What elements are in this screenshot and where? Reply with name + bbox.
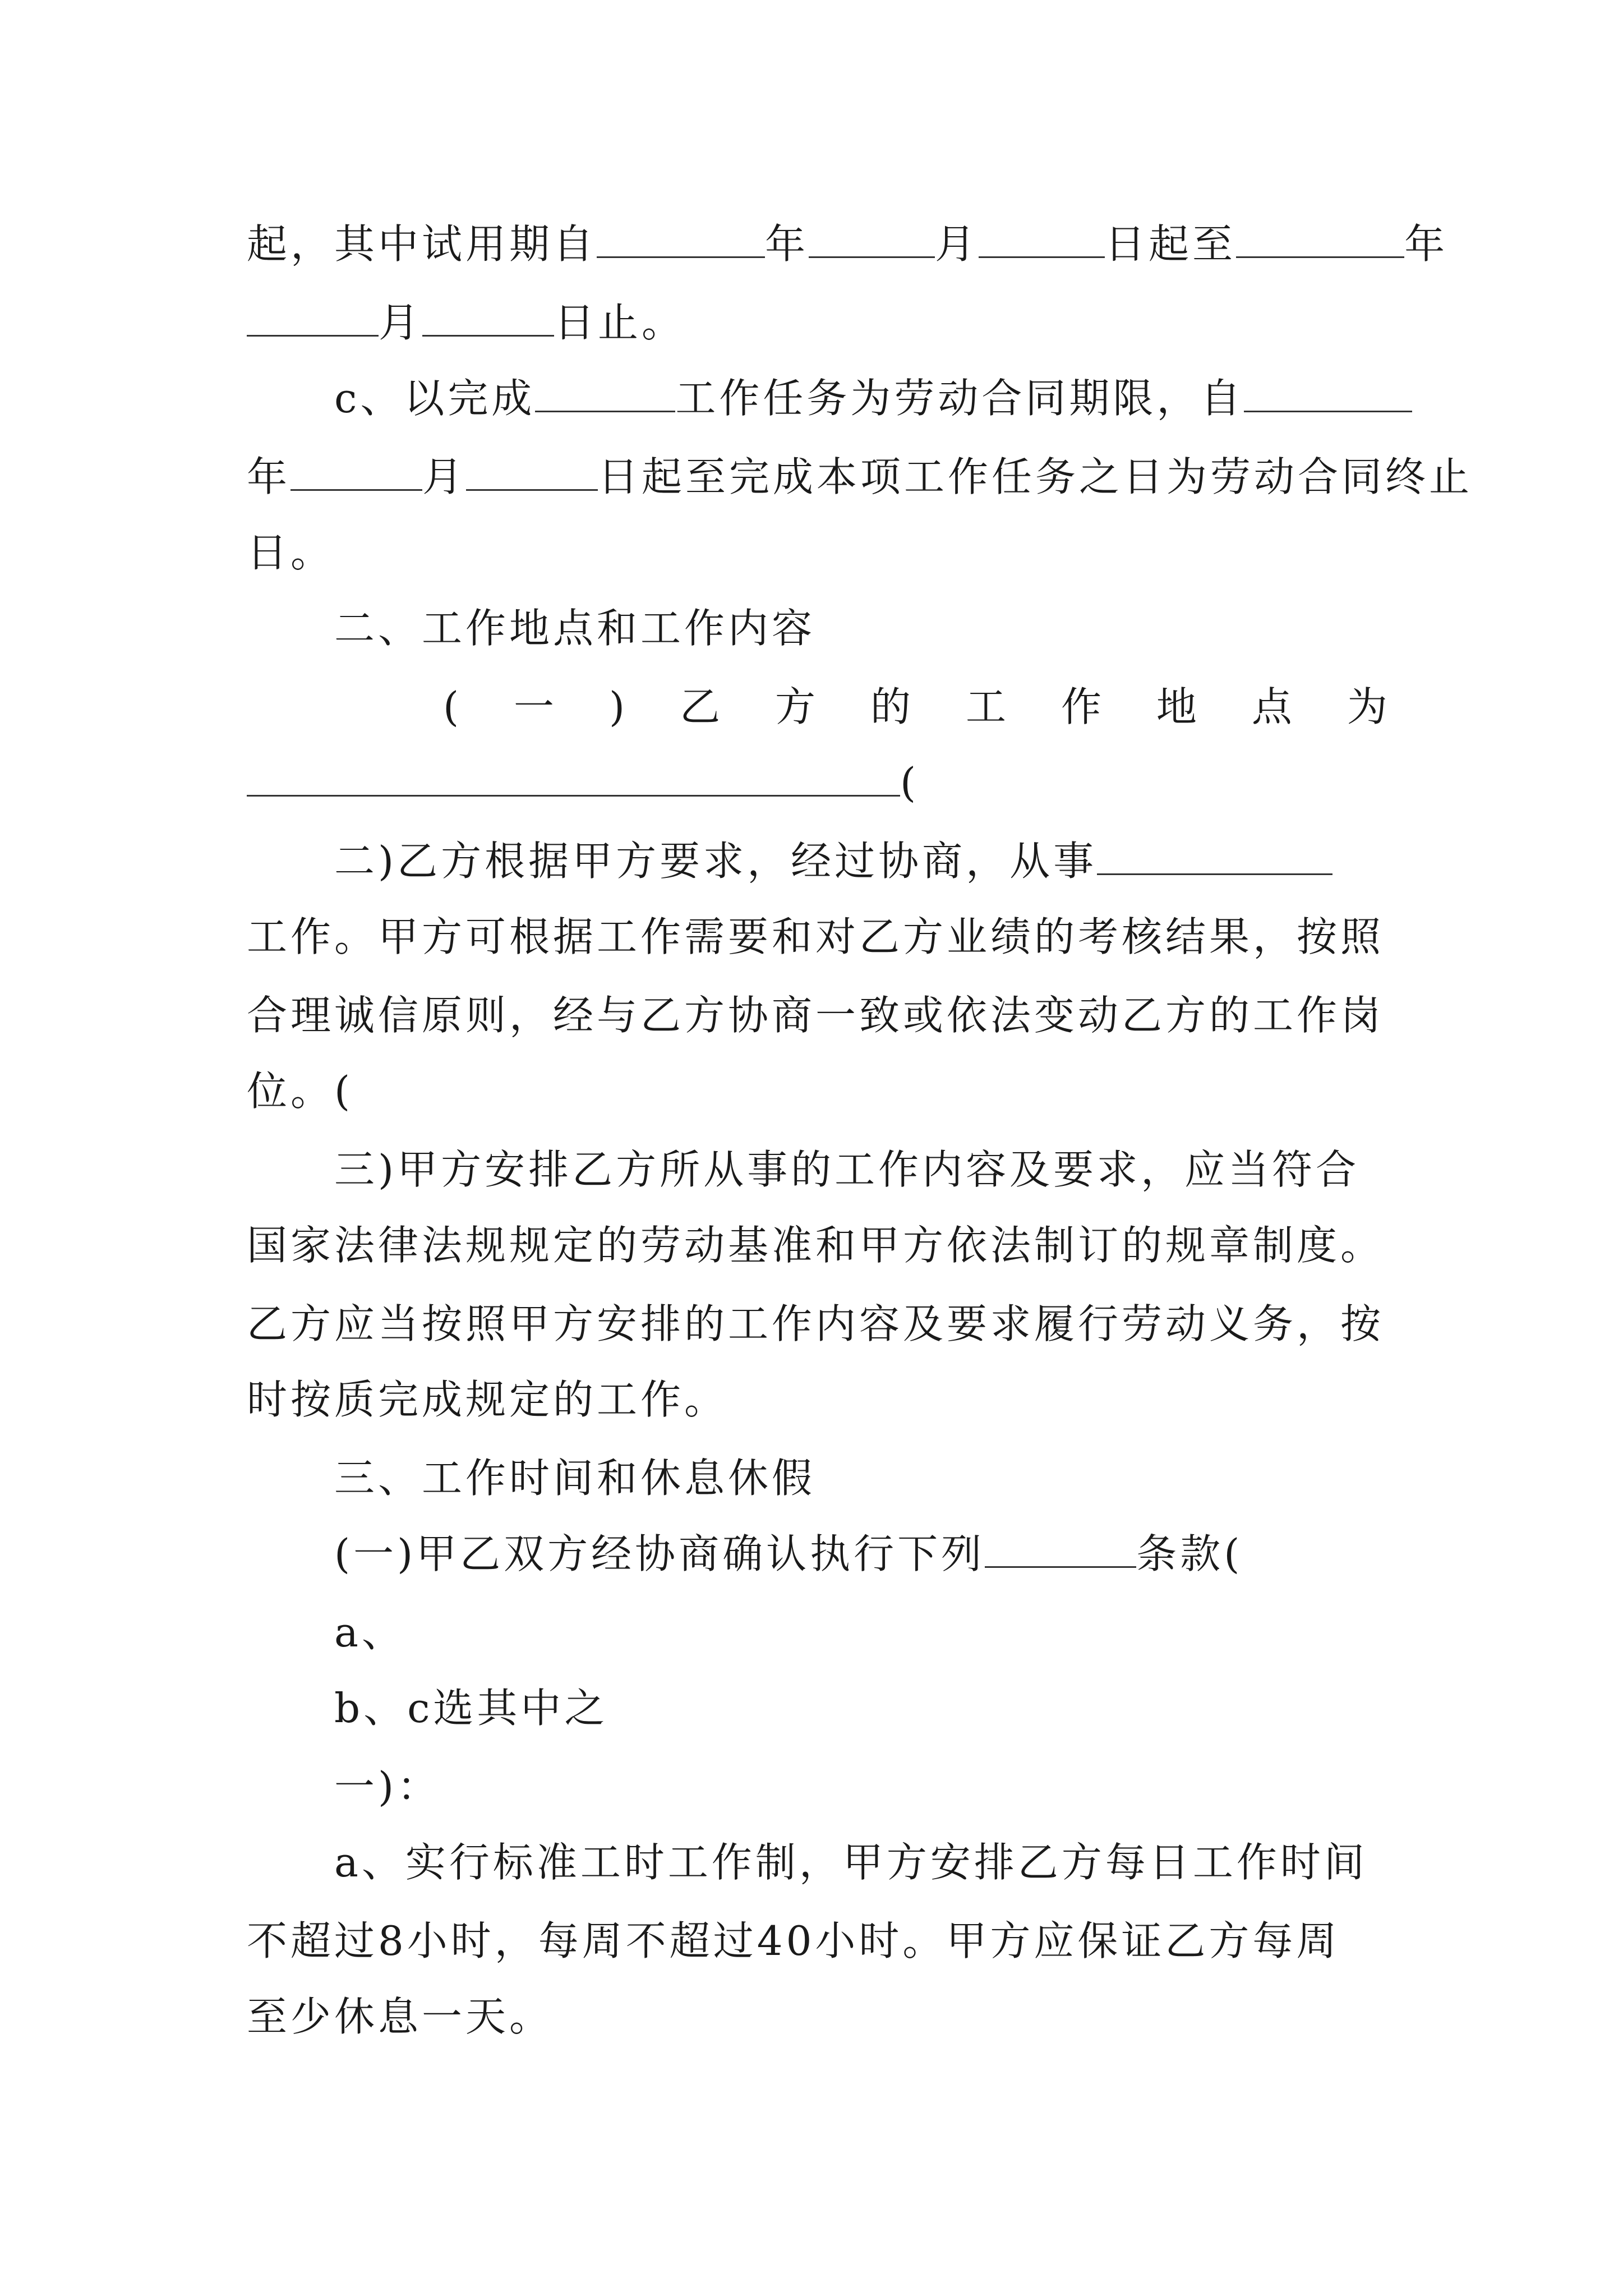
text-line: 月 日止。 xyxy=(247,283,1391,362)
spaced-line: ( 一 ) 乙 方 的 工 作 地 点 为 xyxy=(443,683,1391,730)
blank-field[interactable] xyxy=(422,301,554,337)
blank-field[interactable] xyxy=(809,223,935,258)
text-line: c、以完成 工作任务为劳动合同期限，自 xyxy=(334,359,1391,438)
section-heading: 三、工作时间和休息休假 xyxy=(334,1455,816,1502)
text-line: 合理诚信原则，经与乙方协商一致或依法变动乙方的工作岗 xyxy=(247,992,1385,1039)
blank-field[interactable] xyxy=(1244,377,1412,412)
blank-field[interactable] xyxy=(985,1533,1136,1568)
text-line: 年 月 日起至完成本项工作任务之日为劳动合同终止 xyxy=(247,453,1473,500)
blank-field[interactable] xyxy=(535,377,675,412)
text-line: 一)： xyxy=(334,1763,441,1810)
text-line: 至少休息一天。 xyxy=(247,1993,554,2040)
text-line: 位。( xyxy=(247,1068,354,1115)
text-line: a、 xyxy=(334,1609,405,1656)
blank-field[interactable] xyxy=(247,301,379,337)
text-line: 乙方应当按照甲方安排的工作内容及要求履行劳动义务，按 xyxy=(247,1300,1385,1347)
blank-field[interactable] xyxy=(466,455,598,491)
section-heading: 二、工作地点和工作内容 xyxy=(334,605,816,652)
text-line: 起，其中试用期自 年 月 日起至 年 xyxy=(247,220,1449,268)
text-line: (一)甲乙双方经协商确认执行下列 条款( xyxy=(334,1530,1243,1577)
blank-field[interactable] xyxy=(979,223,1105,258)
text-line: 二)乙方根据甲方要求，经过协商，从事 xyxy=(334,822,1391,900)
text-line: 时按质完成规定的工作。 xyxy=(247,1376,728,1423)
blank-field[interactable] xyxy=(1236,223,1404,258)
text-line: a、实行标准工时工作制，甲方安排乙方每日工作时间 xyxy=(334,1839,1368,1886)
text-line: 国家法律法规规定的劳动基准和甲方依法制订的规章制度。 xyxy=(247,1222,1385,1269)
text-line: 日。 xyxy=(247,529,335,576)
text-line: 三)甲方安排乙方所从事的工作内容及要求，应当符合 xyxy=(334,1146,1360,1193)
blank-field[interactable] xyxy=(247,761,900,797)
blank-field[interactable] xyxy=(1097,840,1332,875)
text-line: b、c选其中之 xyxy=(334,1685,608,1732)
text-line: ( xyxy=(247,743,1391,822)
text-line: 工作。甲方可根据工作需要和对乙方业绩的考核结果，按照 xyxy=(247,913,1385,960)
blank-field[interactable] xyxy=(291,455,422,491)
text-line: 不超过8小时，每周不超过40小时。甲方应保证乙方每周 xyxy=(247,1917,1340,1964)
blank-field[interactable] xyxy=(597,223,765,258)
